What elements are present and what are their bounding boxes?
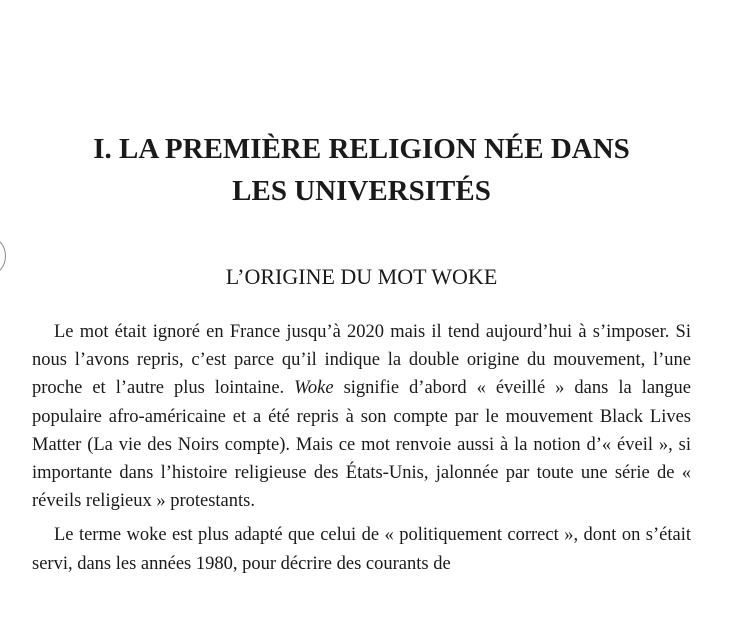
- paragraph-1-emphasis: Woke: [294, 378, 334, 399]
- chapter-title-line-2: LES UNIVERSITÉS: [232, 175, 491, 207]
- section-title: L’ORIGINE DU MOT WOKE: [225, 264, 498, 289]
- paragraph-1-text-b: signifie d’abord « éveillé » dans la langue populaire afro-américaine et a été repris à son compte par le mouvement Black Lives Matter (La vie des Noirs compte). Mais ce mot renvoie aussi à la notion d’« éveil », si importante dans l’histoire religieuse des États-Unis, jalonnée par toute une série de « réveils religieux » protestants.: [32, 378, 691, 512]
- body-text: [32, 318, 691, 584]
- paragraph-2: Le terme woke est plus adapté que celui de « politiquement correct », dont on s’était servi, dans les années 1980, pour décrire des courants de: [32, 525, 691, 574]
- chapter-title: [32, 128, 691, 212]
- paragraph-1-text-a: Le mot était ignoré en France jusqu’à 2020 mais il tend aujourd’hui à s’imposer. Si nous l’avons repris, c’est parce qu’il indique la double origine du mouvement, l’une proche et l’autre plus lointaine.: [32, 322, 691, 399]
- page-turn-handle[interactable]: [0, 238, 6, 274]
- paragraph-1: [32, 318, 691, 515]
- chapter-title-line-1: I. LA PREMIÈRE RELIGION NÉE DANS: [93, 133, 630, 165]
